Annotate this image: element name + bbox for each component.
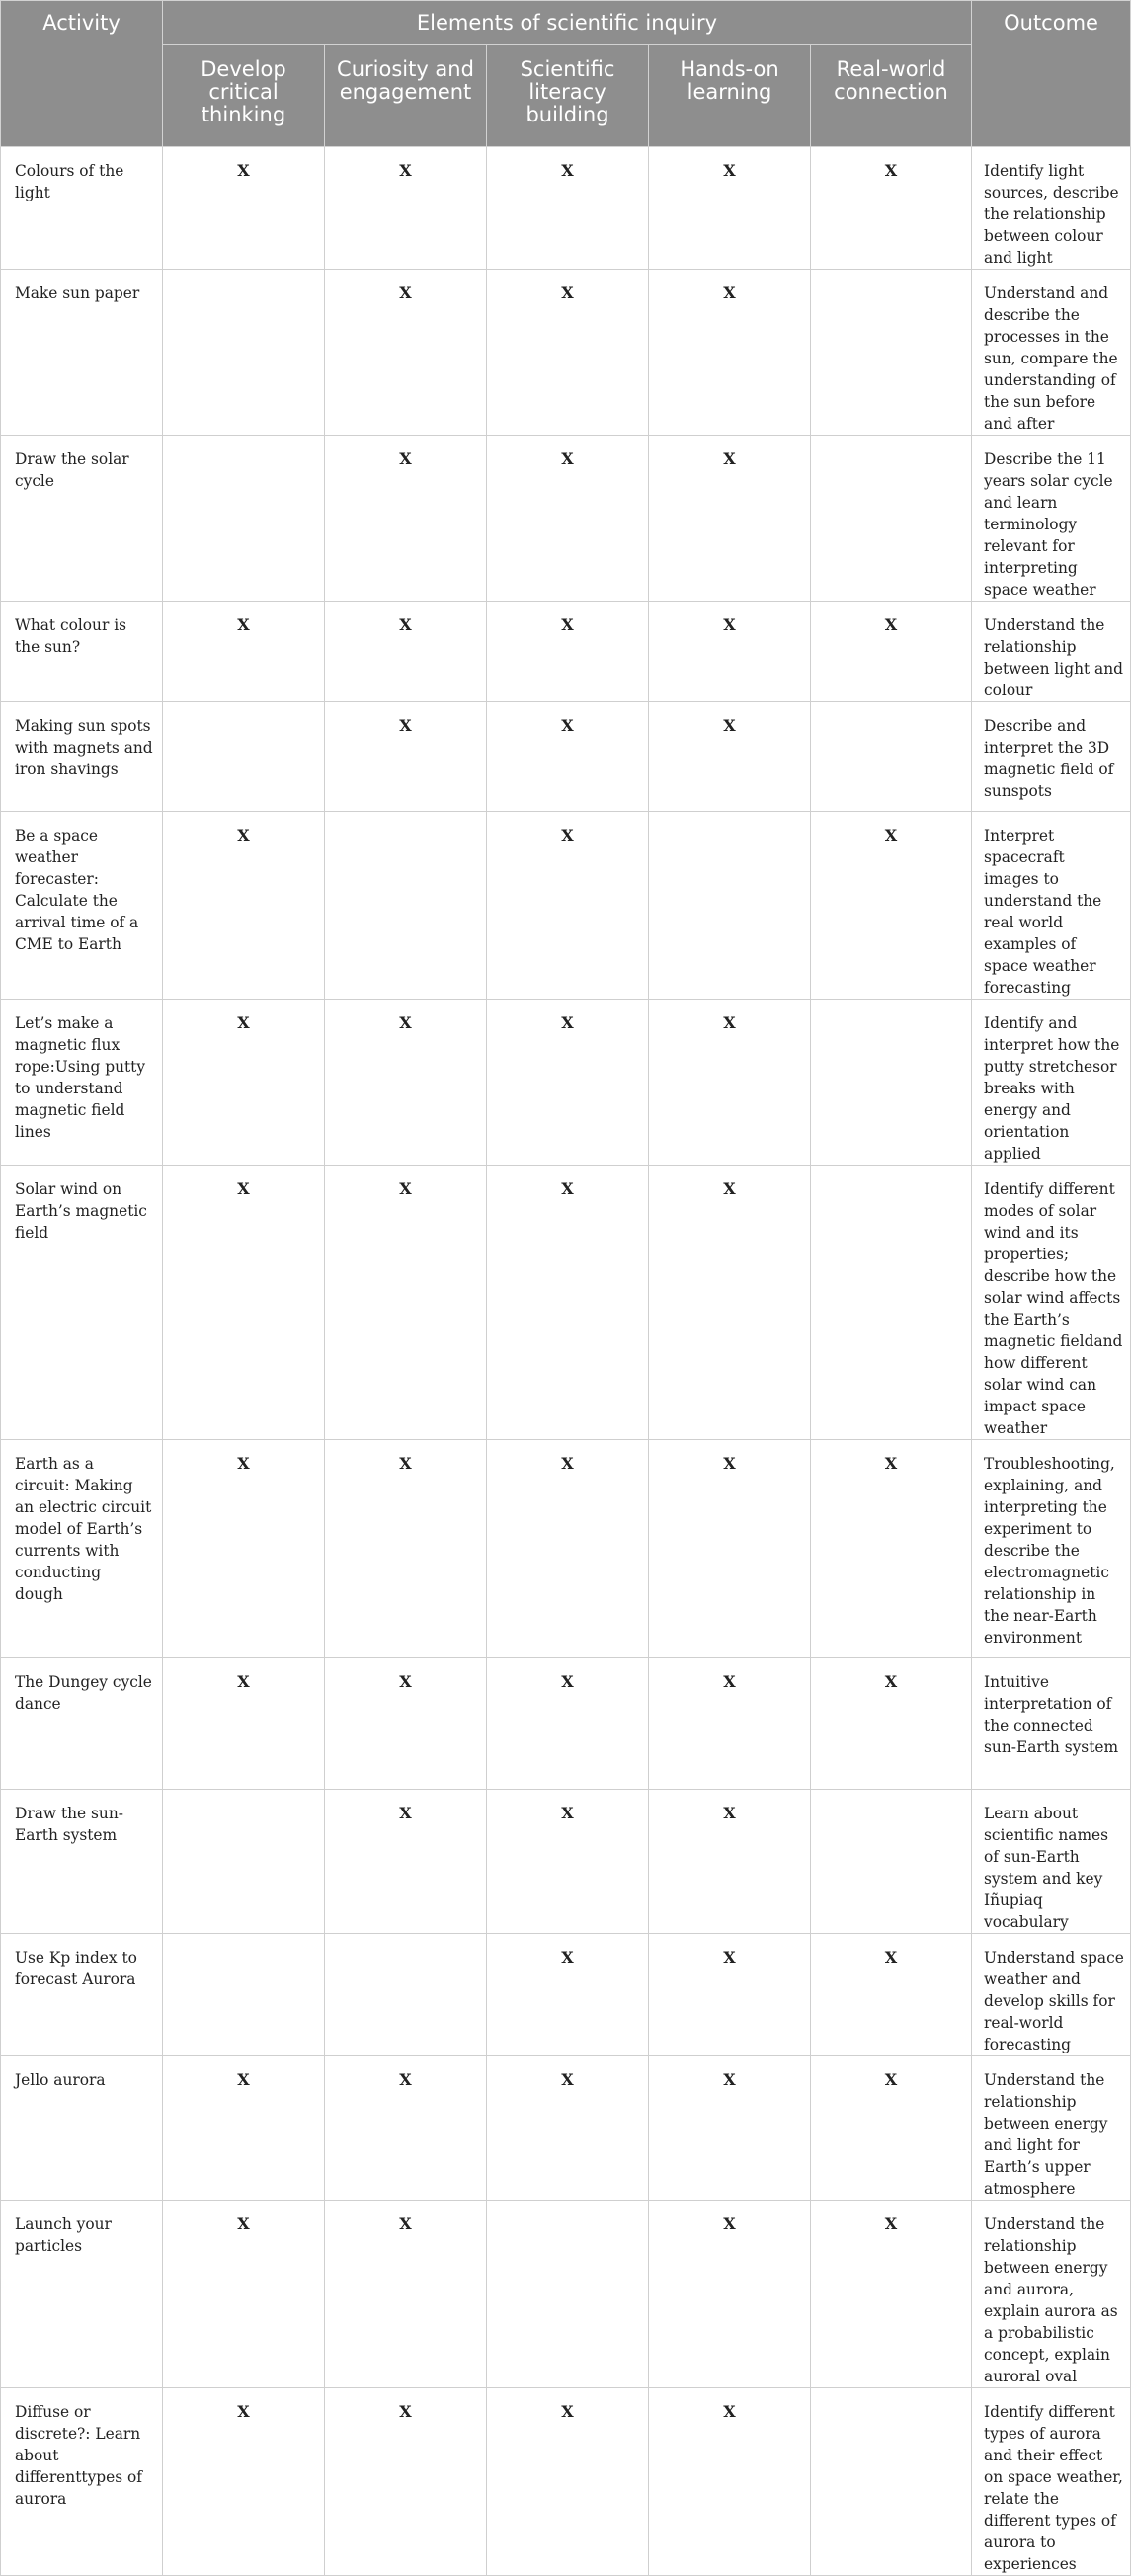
mark-cell — [649, 812, 811, 1000]
activity-cell: Draw the sun-Earth system — [1, 1790, 163, 1934]
table-body — [1, 147, 1131, 2576]
mark-cell: X — [811, 147, 972, 270]
outcome-cell: Understand the relationship between light and colour — [972, 602, 1131, 702]
outcome-cell: Intuitive interpretation of the connected sun-Earth system — [972, 1658, 1131, 1790]
mark-cell: X — [649, 270, 811, 436]
mark-cell: X — [487, 812, 649, 1000]
mark-cell: X — [325, 1000, 487, 1166]
activity-cell: Make sun paper — [1, 270, 163, 436]
table-row — [1, 602, 1131, 702]
mark-cell: X — [487, 1440, 649, 1658]
mark-cell: X — [649, 436, 811, 602]
mark-cell: X — [163, 1166, 325, 1440]
mark-cell: X — [649, 2201, 811, 2388]
mark-cell: X — [325, 602, 487, 702]
outcome-cell: Identify different modes of solar wind and its properties; describe how the solar wind affects the Earth’s magnetic fieldand how different solar wind can impact space weather — [972, 1166, 1131, 1440]
mark-cell — [163, 702, 325, 812]
mark-cell — [325, 1934, 487, 2056]
mark-cell: X — [811, 812, 972, 1000]
mark-cell: X — [163, 2388, 325, 2576]
table-row — [1, 1934, 1131, 2056]
header-curiosity-engagement: Curiosity and engagement — [325, 45, 487, 147]
activity-cell: What colour is the sun? — [1, 602, 163, 702]
mark-cell: X — [649, 1658, 811, 1790]
mark-cell: X — [325, 2201, 487, 2388]
mark-cell: X — [649, 1440, 811, 1658]
mark-cell: X — [325, 1440, 487, 1658]
mark-cell: X — [325, 1658, 487, 1790]
mark-cell: X — [163, 2201, 325, 2388]
outcome-cell: Identify different types of aurora and their effect on space weather, relate the different types of aurora to experiences — [972, 2388, 1131, 2576]
mark-cell: X — [811, 2201, 972, 2388]
mark-cell: X — [487, 602, 649, 702]
mark-cell: X — [325, 436, 487, 602]
outcome-cell: Understand the relationship between energy and aurora, explain aurora as a probabilistic concept, explain auroral oval — [972, 2201, 1131, 2388]
activity-cell: Use Kp index to forecast Aurora — [1, 1934, 163, 2056]
mark-cell: X — [487, 2056, 649, 2201]
mark-cell: X — [325, 270, 487, 436]
header-real-world-connection: Real-world connection — [811, 45, 972, 147]
mark-cell: X — [163, 2056, 325, 2201]
mark-cell: X — [163, 1440, 325, 1658]
mark-cell: X — [487, 702, 649, 812]
mark-cell — [811, 2388, 972, 2576]
mark-cell: X — [163, 1000, 325, 1166]
mark-cell: X — [487, 1790, 649, 1934]
mark-cell: X — [487, 1658, 649, 1790]
mark-cell: X — [487, 2388, 649, 2576]
table-row — [1, 2056, 1131, 2201]
mark-cell: X — [811, 1934, 972, 2056]
table-row — [1, 436, 1131, 602]
table-row — [1, 2388, 1131, 2576]
outcome-cell: Troubleshooting, explaining, and interpreting the experiment to describe the electromagnetic relationship in the near-Earth environment — [972, 1440, 1131, 1658]
mark-cell — [811, 1000, 972, 1166]
mark-cell: X — [487, 1000, 649, 1166]
mark-cell: X — [325, 2388, 487, 2576]
mark-cell: X — [649, 602, 811, 702]
mark-cell: X — [487, 436, 649, 602]
outcome-cell: Describe the 11 years solar cycle and learn terminology relevant for interpreting space weather — [972, 436, 1131, 602]
outcome-cell: Understand the relationship between energy and light for Earth’s upper atmosphere — [972, 2056, 1131, 2201]
outcome-cell: Understand space weather and develop skills for real-world forecasting — [972, 1934, 1131, 2056]
mark-cell: X — [163, 147, 325, 270]
table-row — [1, 702, 1131, 812]
activity-cell: Making sun spots with magnets and iron shavings — [1, 702, 163, 812]
table-row — [1, 1790, 1131, 1934]
mark-cell: X — [811, 1658, 972, 1790]
activity-cell: Let’s make a magnetic flux rope:Using putty to understand magnetic field lines — [1, 1000, 163, 1166]
header-scientific-literacy: Scientific literacy building — [487, 45, 649, 147]
mark-cell: X — [163, 1658, 325, 1790]
outcome-cell: Identify and interpret how the putty stretchesor breaks with energy and orientation applied — [972, 1000, 1131, 1166]
mark-cell — [163, 1790, 325, 1934]
header-elements-group: Elements of scientific inquiry — [163, 1, 972, 45]
mark-cell — [163, 436, 325, 602]
mark-cell: X — [649, 2056, 811, 2201]
mark-cell: X — [325, 1790, 487, 1934]
mark-cell: X — [649, 1934, 811, 2056]
mark-cell: X — [649, 147, 811, 270]
table-header — [1, 1, 1131, 147]
table-row — [1, 1658, 1131, 1790]
activity-cell: Draw the solar cycle — [1, 436, 163, 602]
mark-cell: X — [487, 1934, 649, 2056]
header-row-top — [1, 1, 1131, 45]
mark-cell: X — [811, 1440, 972, 1658]
activity-cell: Be a space weather forecaster: Calculate the arrival time of a CME to Earth — [1, 812, 163, 1000]
mark-cell — [811, 436, 972, 602]
table-row — [1, 2201, 1131, 2388]
mark-cell: X — [325, 1166, 487, 1440]
mark-cell: X — [811, 2056, 972, 2201]
mark-cell: X — [649, 2388, 811, 2576]
mark-cell — [487, 2201, 649, 2388]
activity-cell: Jello aurora — [1, 2056, 163, 2201]
mark-cell: X — [487, 1166, 649, 1440]
activity-cell: Earth as a circuit: Making an electric circuit model of Earth’s currents with conducting dough — [1, 1440, 163, 1658]
outcome-cell: Understand and describe the processes in the sun, compare the understanding of the sun before and after — [972, 270, 1131, 436]
mark-cell — [811, 270, 972, 436]
outcome-cell: Learn about scientific names of sun-Earth system and key Iñupiaq vocabulary — [972, 1790, 1131, 1934]
mark-cell: X — [325, 702, 487, 812]
mark-cell — [811, 1166, 972, 1440]
outcome-cell: Identify light sources, describe the relationship between colour and light — [972, 147, 1131, 270]
table-row — [1, 812, 1131, 1000]
outcome-cell: Interpret spacecraft images to understand the real world examples of space weather forecasting — [972, 812, 1131, 1000]
header-develop-critical-thinking: Develop critical thinking — [163, 45, 325, 147]
header-row-sub — [1, 45, 1131, 147]
mark-cell — [325, 812, 487, 1000]
table-row — [1, 1000, 1131, 1166]
mark-cell: X — [325, 147, 487, 270]
outcome-cell: Describe and interpret the 3D magnetic field of sunspots — [972, 702, 1131, 812]
header-outcome: Outcome — [972, 1, 1131, 147]
mark-cell: X — [649, 702, 811, 812]
mark-cell: X — [163, 602, 325, 702]
mark-cell — [811, 702, 972, 812]
table-row — [1, 270, 1131, 436]
table-row — [1, 147, 1131, 270]
mark-cell: X — [487, 270, 649, 436]
mark-cell: X — [325, 2056, 487, 2201]
mark-cell: X — [649, 1166, 811, 1440]
header-hands-on-learning: Hands-on learning — [649, 45, 811, 147]
activity-cell: Diffuse or discrete?: Learn about differenttypes of aurora — [1, 2388, 163, 2576]
activity-cell: Solar wind on Earth’s magnetic field — [1, 1166, 163, 1440]
mark-cell — [163, 1934, 325, 2056]
activity-cell: Colours of the light — [1, 147, 163, 270]
mark-cell: X — [649, 1790, 811, 1934]
mark-cell: X — [163, 812, 325, 1000]
mark-cell: X — [811, 602, 972, 702]
activity-cell: The Dungey cycle dance — [1, 1658, 163, 1790]
table-row — [1, 1440, 1131, 1658]
header-activity: Activity — [1, 1, 163, 147]
mark-cell: X — [487, 147, 649, 270]
mark-cell: X — [649, 1000, 811, 1166]
table-row — [1, 1166, 1131, 1440]
mark-cell — [163, 270, 325, 436]
mark-cell — [811, 1790, 972, 1934]
activity-cell: Launch your particles — [1, 2201, 163, 2388]
